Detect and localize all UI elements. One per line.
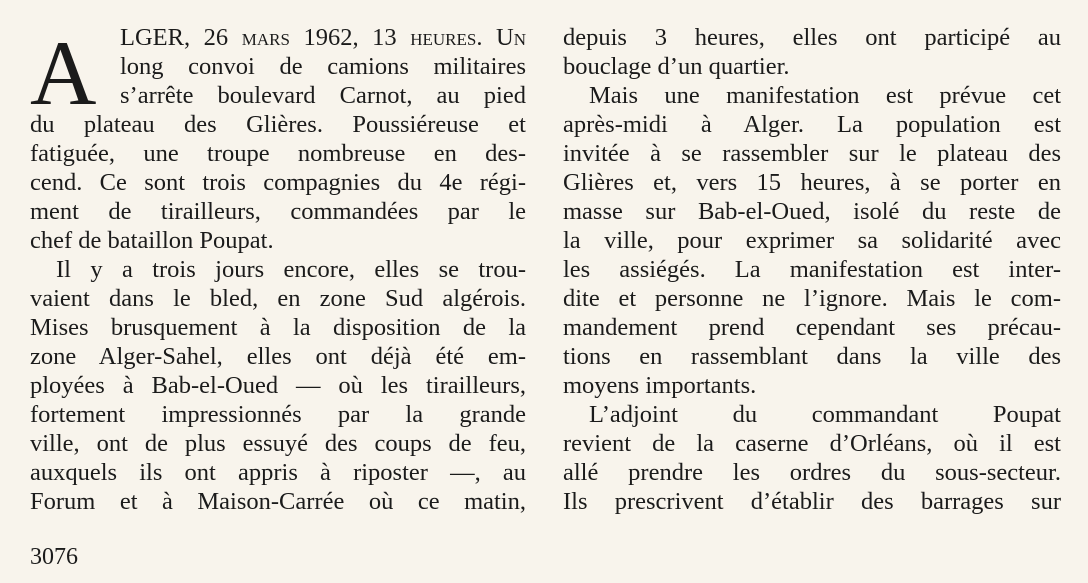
text-line: Mais une manifestation est prévue cet — [589, 82, 1061, 109]
text-line: la ville, pour exprimer sa solidarité avec — [563, 227, 1061, 254]
text-line: Forum et à Maison-Carrée où ce matin, — [30, 488, 526, 515]
text-line: moyens importants. — [563, 372, 757, 399]
right-column — [563, 23, 1061, 516]
text-line: Glières et, vers 15 heures, à se porter en — [563, 169, 1061, 196]
text-line: les assiégés. La manifestation est inter- — [563, 256, 1061, 283]
page-number: 3076 — [30, 544, 78, 570]
text-line: Il y a trois jours encore, elles se trou- — [56, 256, 526, 283]
text-line: invitée à se rassembler sur le plateau des — [563, 140, 1061, 167]
text-line: ville, ont de plus essuyé des coups de feu, — [30, 430, 526, 457]
text-line: après-midi à Alger. La population est — [563, 111, 1061, 138]
text-line: s’arrête boulevard Carnot, au pied — [120, 82, 526, 109]
text-line: LGER, 26 mars 1962, 13 heures. Un — [120, 24, 526, 51]
drop-cap: A — [30, 33, 95, 113]
text-line: auxquels ils ont appris à riposter —, au — [30, 459, 526, 486]
text-line: ment de tirailleurs, commandées par le — [30, 198, 526, 225]
text-line: L’adjoint du commandant Poupat — [589, 401, 1061, 428]
text-line: dite et personne ne l’ignore. Mais le com- — [563, 285, 1061, 312]
text-line: allé prendre les ordres du sous-secteur. — [563, 459, 1061, 486]
text-line: mandement prend cependant ses précau- — [563, 314, 1061, 341]
text-line: tions en rassemblant dans la ville des — [563, 343, 1061, 370]
text-line: Ils prescrivent d’établir des barrages sur — [563, 488, 1061, 515]
text-line: ployées à Bab-el-Oued — où les tirailleurs, — [30, 372, 526, 399]
text-line: fortement impressionnés par la grande — [30, 401, 526, 428]
text-line: vaient dans le bled, en zone Sud algérois. — [30, 285, 526, 312]
text-line: long convoi de camions militaires — [120, 53, 526, 80]
text-line: revient de la caserne d’Orléans, où il est — [563, 430, 1061, 457]
text-line: zone Alger-Sahel, elles ont déjà été em- — [30, 343, 526, 370]
text-line: depuis 3 heures, elles ont participé au — [563, 24, 1061, 51]
text-line: masse sur Bab-el-Oued, isolé du reste de — [563, 198, 1061, 225]
text-line: Mises brusquement à la disposition de la — [30, 314, 526, 341]
text-line: fatiguée, une troupe nombreuse en des- — [30, 140, 526, 167]
text-line: cend. Ce sont trois compagnies du 4e régi- — [30, 169, 526, 196]
text-line: du plateau des Glières. Poussiéreuse et — [30, 111, 526, 138]
text-line: bouclage d’un quartier. — [563, 53, 790, 80]
left-column — [30, 23, 526, 516]
text-line: chef de bataillon Poupat. — [30, 227, 274, 254]
